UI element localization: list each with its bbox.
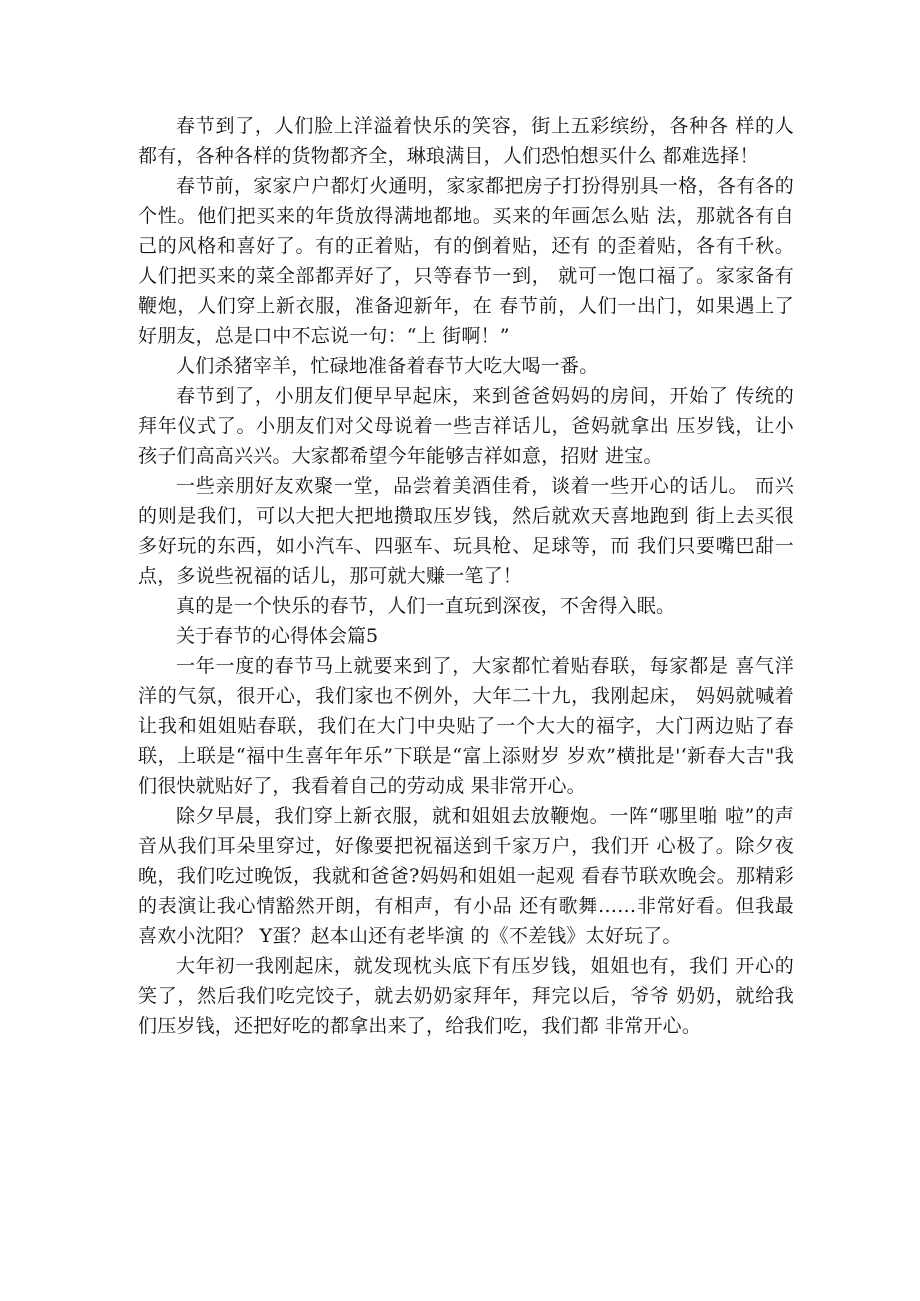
paragraph-9: 大年初一我刚起床，就发现枕头底下有压岁钱，姐姐也有，我们 开心的笑了，然后我们吃完饺子，就去奶奶家拜年，拜完以后，爷爷 奶奶，就给我们压岁钱，还把好吃的都拿出来了，给我们吃，我们都 非常开心。 bbox=[138, 955, 794, 1037]
paragraph-7: 一年一度的春节马上就要来到了，大家都忙着贴春联，每家都是 喜气洋洋的气氛，很开心，我们家也不例外，大年二十九，我刚起床， 妈妈就喊着让我和姐姐贴春联，我们在大门中央贴了一个大大的福字，大门两边贴了春联，上联是“福中生喜年年乐”下联是“富上添财岁 岁欢”横批是'‘新春大吉"我们很快就贴好了，我看着自己的劳动成 果非常开心。 bbox=[138, 655, 794, 797]
paragraph-1: 春节到了，人们脸上洋溢着快乐的笑容，街上五彩缤纷，各种各 样的人都有，各种各样的货物都齐全，琳琅满目，人们恐怕想买什么 都难选择！ bbox=[138, 115, 794, 167]
paragraph-3: 人们杀猪宰羊，忙碌地准备着春节大吃大喝一番。 bbox=[176, 355, 599, 377]
paragraph-2: 春节前，家家户户都灯火通明，家家都把房子打扮得别具一格，各有各的个性。他们把买来的年货放得满地都地。买来的年画怎么贴 法，那就各有自己的风格和喜好了。有的正着贴，有的倒着贴，还有 的歪着贴，各有千秋。人们把买来的菜全部都弄好了，只等春节一到， 就可一饱口福了。家家备有鞭炮，人们穿上新衣服，准备迎新年，在 春节前，人们一出门，如果遇上了好朋友，总是口中不忘说一句：“上 街啊！” bbox=[138, 175, 794, 347]
paragraph-8: 除夕早晨，我们穿上新衣服，就和姐姐去放鞭炮。一阵“哪里啪 啦”的声音从我们耳朵里穿过，好像要把祝福送到千家万户，我们开 心极了。除夕夜晚，我们吃过晚饭，我就和爸爸?妈妈和姐姐一起观 看春节联欢晚会。那精彩的表演让我心情豁然开朗，有相声，有小品 还有歌舞……非常好看。但我最喜欢小沈阳？ Y蛋？赵本山还有老毕演 的《不差钱》太好玩了。 bbox=[138, 805, 794, 947]
paragraph-4: 春节到了，小朋友们便早早起床，来到爸爸妈妈的房间，开始了 传统的拜年仪式了。小朋友们对父母说着一些吉祥话儿，爸妈就拿出 压岁钱，让小孩子们高高兴兴。大家都希望今年能够吉祥如意，招财 进宝。 bbox=[138, 385, 794, 467]
paragraph-5: 一些亲朋好友欢聚一堂，品尝着美酒佳肴，谈着一些开心的话儿。 而兴的则是我们，可以大把大把地攒取压岁钱，然后就欢天喜地跑到 街上去买很多好玩的东西，如小汽车、四驱车、玩具枪、足球等，而 我们只要嘴巴甜一点，多说些祝福的话儿，那可就大赚一笔了！ bbox=[138, 475, 794, 587]
document-body bbox=[138, 111, 794, 1041]
section-heading: 关于春节的心得体会篇5 bbox=[176, 625, 379, 647]
paragraph-6: 真的是一个快乐的春节，人们一直玩到深夜，不舍得入眠。 bbox=[176, 595, 676, 617]
